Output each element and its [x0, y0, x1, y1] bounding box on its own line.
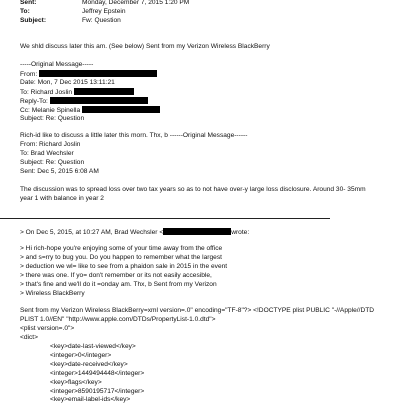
to-value: Jeffrey Epstein [82, 8, 126, 15]
sent-value: Monday, December 7, 2015 1:20 PM [82, 0, 190, 6]
quote-line-4: > there was one. If yo= don't remember or its not easily accesible, [20, 272, 212, 279]
quote-line-6: > Wireless BlackBerry [20, 290, 85, 297]
subject-line: Subject: Re: Question [20, 115, 85, 122]
horizontal-rule [0, 218, 330, 219]
reply-to-prefix: Reply-To: [20, 98, 48, 105]
to-label: To: [20, 8, 30, 15]
quote-line-2: > and s=rry to bug you. Do you happen to remember what the largest [20, 254, 222, 261]
quote-header-start: > On Dec 5, 2015, at 10:27 AM, Brad Wechsler < [20, 229, 164, 236]
original-message-separator: -----Original Message----- [20, 61, 94, 68]
redaction-box [82, 106, 160, 113]
redaction-box [74, 88, 134, 95]
subject-label: Subject: [20, 17, 47, 24]
cc-prefix: Cc: Melanie Spinella [20, 107, 81, 114]
dict-line-7: <key>email-label-ids</key> [50, 396, 131, 403]
dict-line-3: <key>date-received</key> [50, 361, 128, 368]
dict-line-1: <key>date-last-viewed</key> [50, 343, 136, 350]
quote-line-5: > that's fine and we'll do it =onday am. Thx, b Sent from my Verizon [20, 281, 217, 288]
rich-line: Rich-id like to discuss a little later this morn. Thx, b ------Original Message------ [20, 132, 248, 139]
from2-line: From: Richard Joslin [20, 141, 81, 148]
redaction-box [50, 97, 148, 104]
subject2-line: Subject: Re: Question [20, 159, 85, 166]
quote-line-1: > Hi rich-hope you're enjoying some of your time away from the office [20, 245, 223, 252]
quote-line-3: > deduction we wl= like to see from a phaidon sale in 2015 in the event [20, 263, 228, 270]
to2-line: To: Brad Wechsler [20, 150, 74, 157]
sent2-line: Sent: Dec 5, 2015 6:08 AM [20, 168, 99, 175]
subject-value: Fw: Question [82, 17, 121, 24]
xml-line-2: PLIST 1.0//EN" "http://www.apple.com/DTDs/PropertyList-1.0.dtd"> [20, 316, 216, 323]
dict-line-2: <integer>0</integer> [50, 352, 112, 359]
discussion-line-2: year 1 with balance in year 2 [20, 195, 104, 202]
quote-header-end: wrote: [231, 229, 250, 236]
sent-label: Sent: [20, 0, 37, 6]
quote-header [20, 228, 249, 238]
dict-line-6: <integer>8590195717</integer> [50, 388, 145, 395]
xml-line-1: Sent from my Verizon Wireless BlackBerry=xml version=.0" encoding="TF-8"?> <!DOCTYPE plist PUBLIC "-//Apple//DTD [20, 307, 375, 314]
redaction-box [39, 70, 157, 77]
subject-header-row [20, 17, 121, 26]
xml-line-4: <dict> [20, 334, 38, 341]
redaction-box [163, 228, 231, 235]
date-line: Date: Mon, 7 Dec 2015 13:11:21 [20, 79, 115, 86]
dict-line-4: <integer>1449494448</integer> [50, 370, 145, 377]
sent-header-row [20, 0, 189, 8]
to-prefix: To: Richard Joslin [20, 89, 73, 96]
from-prefix: From: [20, 71, 38, 78]
dict-line-5: <key>flags</key> [50, 379, 102, 386]
intro-line: We shld discuss later this am. (See below) Sent from my Verizon Wireless BlackBerry [20, 43, 270, 50]
to-header-row [20, 8, 126, 17]
discussion-line-1: The discussion was to spread loss over two tax years so as to not have over-y large loss disclosure. Around 30- 35mm [20, 186, 366, 193]
xml-line-3: <plist version=.0"> [20, 325, 75, 332]
